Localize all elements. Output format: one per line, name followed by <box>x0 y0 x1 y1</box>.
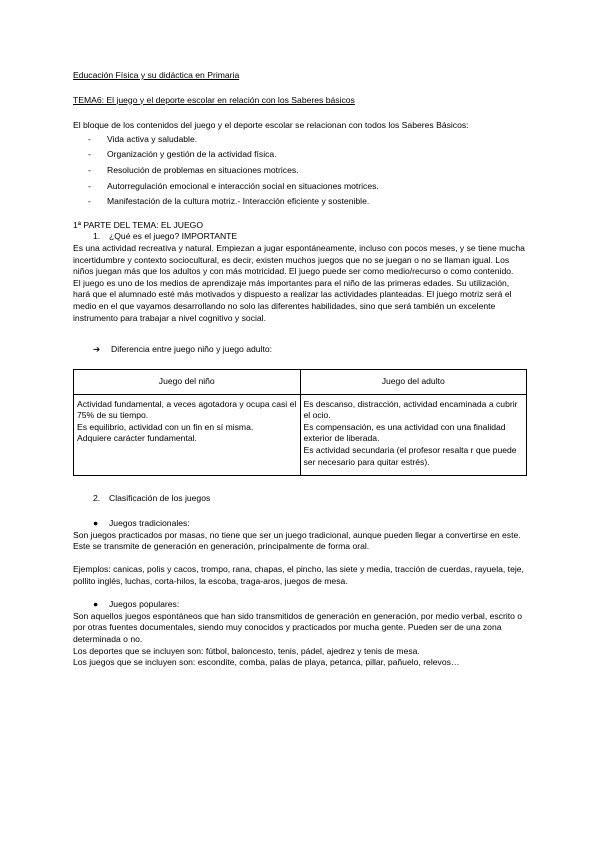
traditional-paragraph: Son juegos practicados por masas, no tiene que ser un juego tradicional, aunque pueden llegar a convertirse en este. Este se transmite de generación en generación, principalmente de forma oral. <box>73 529 521 552</box>
cell-line: Es compensación, es una actividad con una finalidad exterior de liberada. <box>303 421 506 444</box>
paragraph-definition: Es una actividad recreativa y natural. Empiezan a jugar espontáneamente, incluso con pocos meses, y se tiene mucha incertidumbre y contexto sociocultural, es decir, existen muchos juegos que no se juegan o no se llaman igual. Los niños juegan más que los adultos y con más motricidad. El juego puede ser como medio/recurso o como contenido. <box>73 242 525 277</box>
question-heading <box>73 231 527 243</box>
traditional-heading <box>73 518 527 530</box>
table-cell-child <box>74 394 301 475</box>
traditional-examples: Ejemplos: canicas, polis y cacos, trompo, rana, chapas, el pincho, las siete y media, tracción de cuerdas, rayuela, teje, pollito inglés, luchas, corta-hilos, la escoba, traga-aros, juegos de mesa. <box>73 564 524 586</box>
cell-line: Es descanso, distracción, actividad encaminada a cubrir el ocio. <box>303 398 518 421</box>
section-number: 2. <box>93 492 101 503</box>
list-item: - Vida activa y saludable. <box>73 134 527 146</box>
cell-line: Adquiere carácter fundamental. <box>77 433 197 444</box>
bullet-icon: ● <box>93 518 99 529</box>
table-header-adult: Juego del adulto <box>300 369 527 394</box>
list-item: - Resolución de problemas en situaciones motrices. <box>73 165 527 177</box>
document-heading: Educación Física y su didáctica en Primaria <box>73 70 240 80</box>
question-text: ¿Qué es el juego? IMPORTANTE <box>109 231 238 242</box>
list-item: - Organización y gestión de la actividad física. <box>73 149 527 161</box>
list-item: - Autorregulación emocional e interacción social en situaciones motrices. <box>73 181 527 193</box>
popular-sports: Los deportes que se incluyen son: fútbol, baloncesto, tenis, pádel, ajedrez y tenis de mesa. <box>73 645 420 656</box>
cell-line: Es actividad secundaria (el profesor resalta r que puede ser necesario para quitar estrés). <box>303 445 517 467</box>
cell-line: Es equilibrio, actividad con un fin en sí misma. <box>77 421 254 432</box>
popular-title: Juegos populares: <box>109 599 180 610</box>
cell-line: Actividad fundamental, a veces agotadora y ocupa casi el 75% de su tiempo. <box>77 398 297 421</box>
popular-paragraph: Son aquellos juegos espontáneos que han sido transmitidos de generación en generación, por medio verbal, escrito o por otras fuentes documentales, siendo muy conocidos y practicados por mucha gente. Pueden ser de una zona determinada o no. <box>73 610 523 645</box>
list-item: - Manifestación de la cultura motriz.- Interacción eficiente y sostenible. <box>73 196 527 208</box>
arrow-icon: ➔ <box>93 344 101 355</box>
saberes-list <box>73 134 527 208</box>
bullet-icon: ● <box>93 599 99 610</box>
popular-games: Los juegos que se incluyen son: escondite, comba, palas de playa, petanca, pillar, pañuelo, relevos… <box>73 657 460 668</box>
intro-paragraph: El bloque de los contenidos del juego y el deporte escolar se relacionan con todos los Saberes Básicos: <box>73 120 469 131</box>
table-row <box>74 394 527 475</box>
section-title: Clasificación de los juegos <box>109 492 211 503</box>
classification-heading <box>73 493 527 505</box>
traditional-title: Juegos tradicionales: <box>109 518 190 529</box>
part-title: 1ª PARTE DEL TEMA: EL JUEGO <box>73 219 204 230</box>
comparison-table <box>73 369 527 476</box>
paragraph-learning: El juego es uno de los medios de aprendizaje más importantes para el niño de las primeras edades. Su utilización, hará que el alumnado esté más motivados y dispuesto a realizar las actividades planteadas. El juego motriz será el medio en el que vayamos desarrollando no solo las diferentes habilidades, sino que será también un excelente instrumento para trabajar a nivel cognitivo y social. <box>73 277 512 323</box>
difference-title: Diferencia entre juego niño y juego adulto: <box>111 344 273 355</box>
difference-heading <box>73 344 527 356</box>
table-header-row <box>74 369 527 394</box>
question-number: 1. <box>93 231 101 242</box>
popular-heading <box>73 599 527 611</box>
topic-title: TEMA6: El juego y el deporte escolar en relación con los Saberes básicos <box>73 94 355 105</box>
table-header-child: Juego del niño <box>74 369 301 394</box>
document-page <box>73 70 527 669</box>
table-cell-adult <box>300 394 527 475</box>
